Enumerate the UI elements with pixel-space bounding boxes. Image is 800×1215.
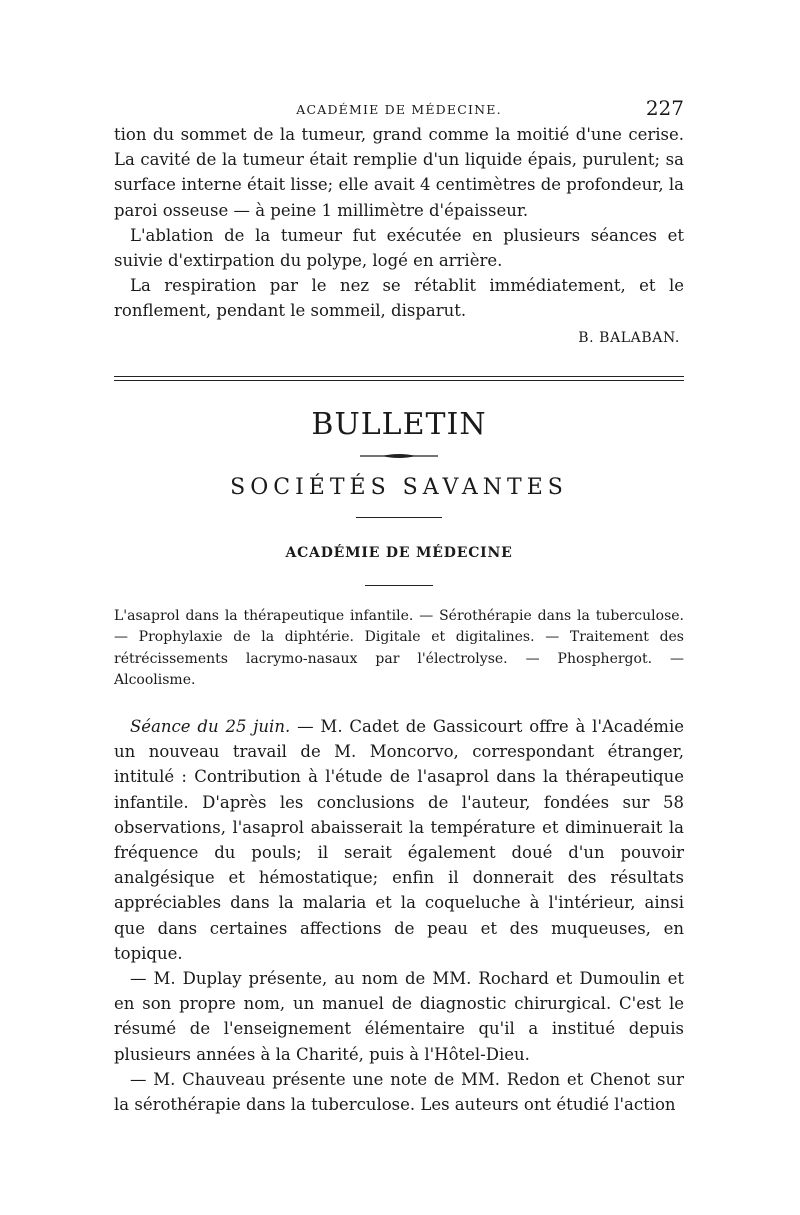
session-paragraph-2: — M. Duplay présente, au nom de MM. Rochard et Dumoulin et en son propre nom, un manuel de diagnostic chirurgical. C'est le résumé de l'enseignement élémentaire qu'il a institué depuis plusieurs années à la Charité, puis à l'Hôtel-Dieu. (114, 969, 684, 1064)
short-rule-2 (365, 585, 433, 586)
section-divider (114, 376, 684, 381)
section-heading: ACADÉMIE DE MÉDECINE (285, 544, 513, 561)
page-number: 227 (645, 96, 684, 120)
author-signature: B. BALABAN. (578, 329, 680, 346)
short-rule (356, 517, 442, 518)
running-title: ACADÉMIE DE MÉDECINE. (296, 102, 502, 117)
session-summary: L'asaprol dans la thérapeutique infantile. — Sérothérapie dans la tuberculose. — Prophylaxie de la diphtérie. Digitale et digitalines. — Traitement des rétrécissements lacrymo-nasaux par l'électrolyse. — Phosphergot. — Alcoolisme. (114, 607, 684, 689)
running-header (114, 96, 684, 122)
session-paragraph-1-text: — M. Cadet de Gassicourt offre à l'Académie un nouveau travail de M. Moncorvo, correspondant étranger, intitulé : Contribution à l'étude de l'asaprol dans la thérapeutique infantile. D'après les conclusions de l'auteur, fondées sur 58 observations, l'asaprol abaisserait la température et diminuerait la fréquence du pouls; il serait également doué d'un pouvoir analgésique et hémostatique; enfin il donnerait des résultats appréciables dans la malaria et la coqueluche à l'intérieur, ainsi que dans certaines affections de peau et des muqueuses, en topique. (114, 717, 684, 963)
continuation-paragraph-2: L'ablation de la tumeur fut exécutée en plusieurs séances et suivie d'extirpation du polype, logé en arrière. (114, 225, 684, 271)
seance-date: Séance du 25 juin. (130, 717, 291, 736)
document-page (114, 96, 684, 1117)
continuation-paragraph-1: tion du sommet de la tumeur, grand comme la moitié d'une cerise. La cavité de la tumeur était remplie d'un liquide épais, purulent; sa surface interne était lisse; elle avait 4 centimètres de profondeur, la paroi osseuse — à peine 1 millimètre d'épaisseur. (114, 125, 684, 220)
session-paragraph-1 (114, 714, 684, 966)
bulletin-title: BULLETIN (311, 406, 487, 442)
session-paragraph-3: — M. Chauveau présente une note de MM. Redon et Chenot sur la sérothérapie dans la tuberculose. Les auteurs ont étudié l'action (114, 1069, 684, 1115)
societes-savantes-title: SOCIÉTÉS SAVANTES (230, 474, 568, 500)
continuation-paragraph-3: La respiration par le nez se rétablit immédiatement, et le ronflement, pendant le sommeil, disparut. (114, 276, 684, 321)
ornament-divider-icon (360, 452, 438, 460)
